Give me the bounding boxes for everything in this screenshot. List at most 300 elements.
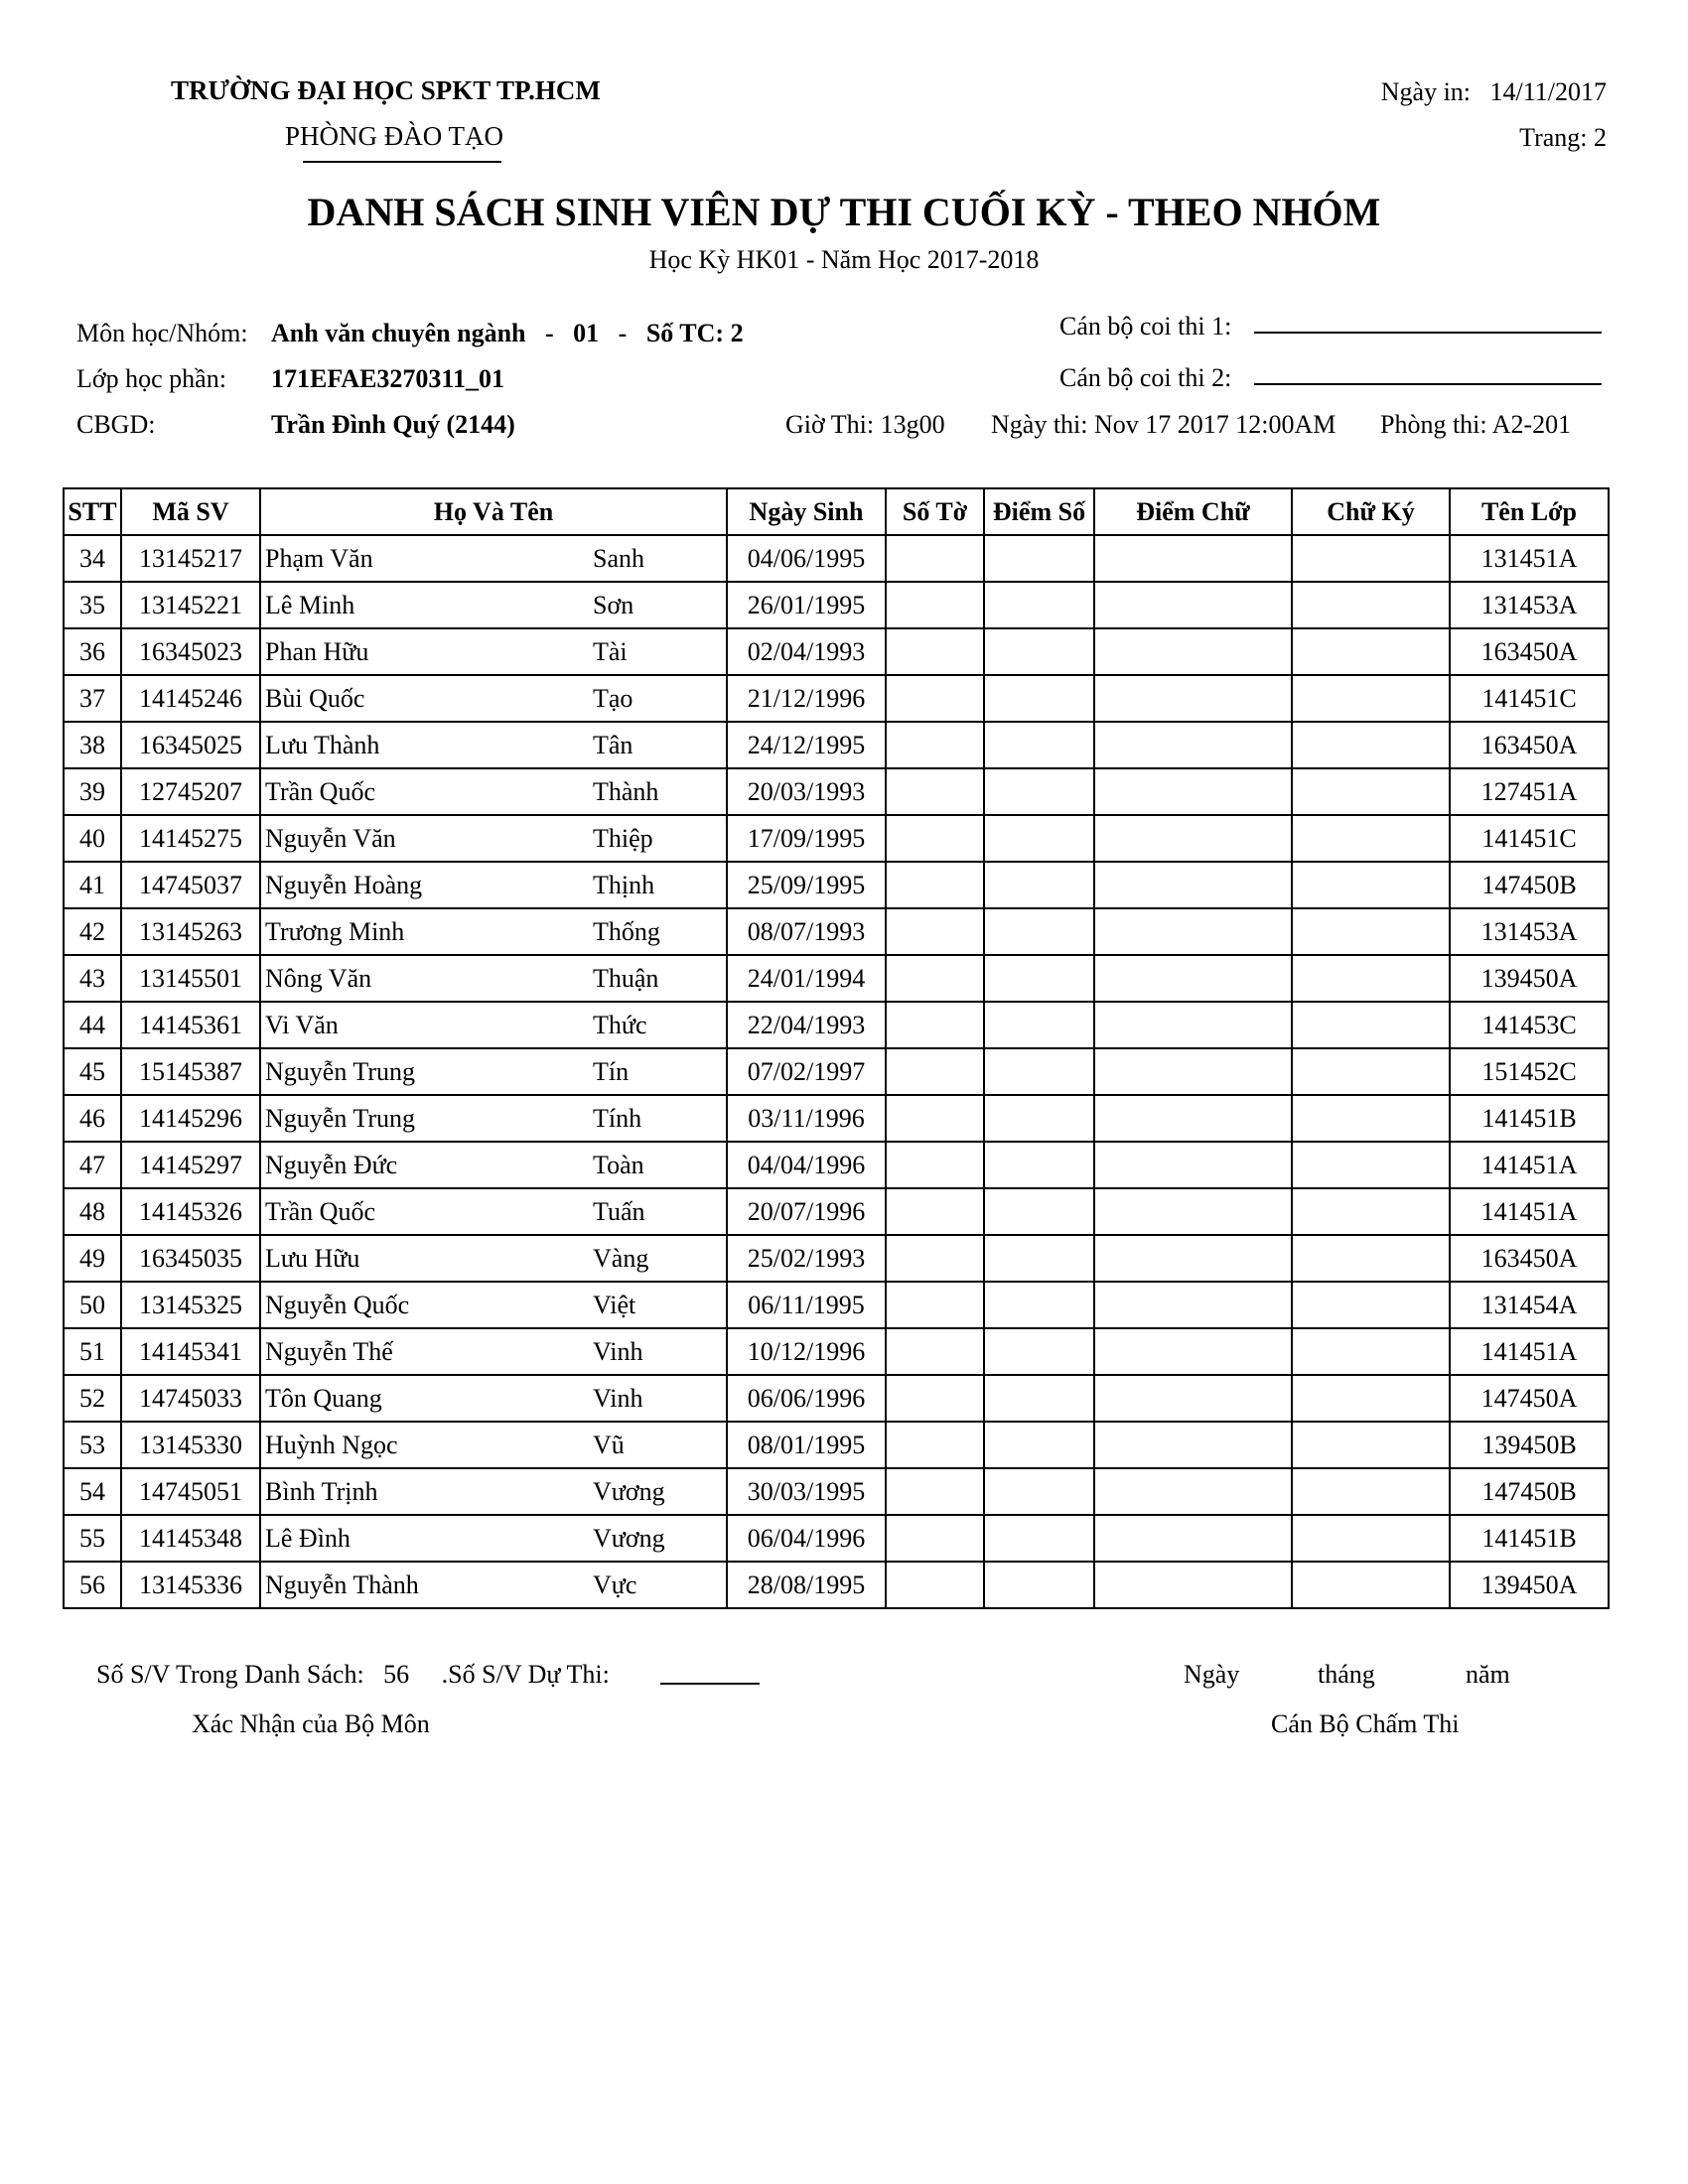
class-section-value: 171EFAE3270311_01 — [271, 364, 504, 393]
cell-signature[interactable] — [1292, 1002, 1450, 1048]
cell-student-id: 14145275 — [121, 815, 260, 862]
cell-score-number[interactable] — [984, 1375, 1094, 1422]
cell-score-words[interactable] — [1094, 1282, 1292, 1328]
family-middle-name: Lê Minh — [265, 590, 355, 619]
cell-stt: 54 — [64, 1468, 121, 1515]
cell-birth-date: 04/04/1996 — [727, 1142, 886, 1188]
cell-stt: 52 — [64, 1375, 121, 1422]
cell-score-number[interactable] — [984, 908, 1094, 955]
cell-student-id: 12745207 — [121, 768, 260, 815]
cell-score-words[interactable] — [1094, 1468, 1292, 1515]
cell-sheet-count[interactable] — [886, 862, 984, 908]
cell-birth-date: 24/01/1994 — [727, 955, 886, 1002]
cell-full-name — [260, 1468, 727, 1515]
family-middle-name: Lưu Hữu — [265, 1243, 360, 1273]
table-row — [64, 1515, 1609, 1562]
cell-full-name — [260, 535, 727, 582]
cell-score-words[interactable] — [1094, 1095, 1292, 1142]
table-row — [64, 582, 1609, 628]
cell-stt: 53 — [64, 1422, 121, 1468]
cell-birth-date: 06/04/1996 — [727, 1515, 886, 1562]
cell-score-words[interactable] — [1094, 908, 1292, 955]
given-name: Vũ — [593, 1430, 625, 1459]
family-middle-name: Nguyễn Thành — [265, 1570, 419, 1599]
lecturer-value: Trần Đình Quý (2144) — [271, 410, 515, 439]
column-header-sheet-count: Số Tờ — [886, 488, 984, 535]
cell-student-id: 14145341 — [121, 1328, 260, 1375]
cell-full-name — [260, 1515, 727, 1562]
page-number — [1519, 123, 1607, 153]
cell-class-name: 141451B — [1450, 1095, 1609, 1142]
cell-score-number[interactable] — [984, 1142, 1094, 1188]
table-row — [64, 1422, 1609, 1468]
cell-sheet-count[interactable] — [886, 1188, 984, 1235]
cell-full-name — [260, 1562, 727, 1608]
cell-signature[interactable] — [1292, 1188, 1450, 1235]
table-row — [64, 1188, 1609, 1235]
department-confirmation: Xác Nhận của Bộ Môn — [192, 1709, 430, 1738]
cell-score-words[interactable] — [1094, 1515, 1292, 1562]
student-count-summary: Số S/V Trong Danh Sách: 56 .Số S/V Dự Thi: — [96, 1660, 610, 1689]
exam-room: Phòng thi: A2-201 — [1380, 410, 1572, 439]
cell-signature[interactable] — [1292, 815, 1450, 862]
table-row — [64, 535, 1609, 582]
cell-full-name — [260, 1142, 727, 1188]
cell-stt: 34 — [64, 535, 121, 582]
cell-score-number[interactable] — [984, 722, 1094, 768]
given-name: Toàn — [593, 1150, 644, 1179]
cell-signature[interactable] — [1292, 1142, 1450, 1188]
given-name: Vương — [593, 1476, 665, 1506]
cell-score-words[interactable] — [1094, 1422, 1292, 1468]
cell-score-number[interactable] — [984, 535, 1094, 582]
cell-class-name: 139450B — [1450, 1422, 1609, 1468]
cell-birth-date: 06/06/1996 — [727, 1375, 886, 1422]
cell-signature[interactable] — [1292, 628, 1450, 675]
cell-score-number[interactable] — [984, 1515, 1094, 1562]
cell-class-name: 139450A — [1450, 955, 1609, 1002]
family-middle-name: Phạm Văn — [265, 543, 373, 573]
cell-birth-date: 22/04/1993 — [727, 1002, 886, 1048]
cell-score-words[interactable] — [1094, 768, 1292, 815]
table-row — [64, 1468, 1609, 1515]
cell-signature[interactable] — [1292, 1235, 1450, 1282]
print-date-label: Ngày in: — [1380, 77, 1472, 106]
cell-score-number[interactable] — [984, 1422, 1094, 1468]
family-middle-name: Huỳnh Ngọc — [265, 1430, 398, 1459]
cell-score-number[interactable] — [984, 1468, 1094, 1515]
cell-score-number[interactable] — [984, 1328, 1094, 1375]
cell-sheet-count[interactable] — [886, 722, 984, 768]
cell-class-name: 127451A — [1450, 768, 1609, 815]
cell-student-id: 13145336 — [121, 1562, 260, 1608]
cell-score-words[interactable] — [1094, 1048, 1292, 1095]
cell-sheet-count[interactable] — [886, 628, 984, 675]
given-name: Vực — [593, 1570, 637, 1599]
cell-signature[interactable] — [1292, 1515, 1450, 1562]
cell-class-name: 163450A — [1450, 722, 1609, 768]
table-row — [64, 628, 1609, 675]
grader-signature-label: Cán Bộ Chấm Thi — [1271, 1709, 1460, 1738]
cell-sheet-count[interactable] — [886, 1375, 984, 1422]
cell-class-name: 163450A — [1450, 628, 1609, 675]
cell-signature[interactable] — [1292, 862, 1450, 908]
cell-student-id: 14145361 — [121, 1002, 260, 1048]
cell-stt: 41 — [64, 862, 121, 908]
cell-sheet-count[interactable] — [886, 1328, 984, 1375]
family-middle-name: Trần Quốc — [265, 776, 375, 806]
cell-sheet-count[interactable] — [886, 768, 984, 815]
subject-label: Môn học/Nhóm: — [76, 319, 248, 347]
cell-signature[interactable] — [1292, 768, 1450, 815]
cell-full-name — [260, 1422, 727, 1468]
cell-sheet-count[interactable] — [886, 582, 984, 628]
table-row — [64, 862, 1609, 908]
document-subtitle: Học Kỳ HK01 - Năm Học 2017-2018 — [648, 245, 1040, 274]
cell-birth-date: 08/07/1993 — [727, 908, 886, 955]
cell-birth-date: 30/03/1995 — [727, 1468, 886, 1515]
cell-sheet-count[interactable] — [886, 535, 984, 582]
given-name: Thịnh — [593, 870, 655, 899]
table-row — [64, 1002, 1609, 1048]
cell-score-words[interactable] — [1094, 722, 1292, 768]
column-header-full-name: Họ Và Tên — [260, 488, 727, 535]
cell-score-number[interactable] — [984, 1188, 1094, 1235]
subject-value: Anh văn chuyên ngành - 01 - Số TC: 2 — [271, 319, 744, 347]
table-row — [64, 675, 1609, 722]
given-name: Tín — [593, 1056, 630, 1086]
table-row — [64, 768, 1609, 815]
cell-stt: 42 — [64, 908, 121, 955]
family-middle-name: Nguyễn Thế — [265, 1336, 393, 1366]
cell-class-name: 141451B — [1450, 1515, 1609, 1562]
cell-class-name: 131453A — [1450, 908, 1609, 955]
cell-class-name: 147450A — [1450, 1375, 1609, 1422]
cell-class-name: 141451C — [1450, 675, 1609, 722]
cell-birth-date: 10/12/1996 — [727, 1328, 886, 1375]
table-row — [64, 1235, 1609, 1282]
cell-stt: 48 — [64, 1188, 121, 1235]
cell-score-words[interactable] — [1094, 1375, 1292, 1422]
table-row — [64, 815, 1609, 862]
cell-student-id: 14145297 — [121, 1142, 260, 1188]
cell-score-number[interactable] — [984, 862, 1094, 908]
cell-signature[interactable] — [1292, 1048, 1450, 1095]
cell-score-words[interactable] — [1094, 535, 1292, 582]
given-name: Tạo — [593, 683, 633, 713]
family-middle-name: Bùi Quốc — [265, 683, 365, 713]
given-name: Tân — [593, 730, 633, 759]
cell-class-name: 131454A — [1450, 1282, 1609, 1328]
cell-sheet-count[interactable] — [886, 955, 984, 1002]
cell-signature[interactable] — [1292, 955, 1450, 1002]
table-row — [64, 955, 1609, 1002]
given-name: Thức — [593, 1010, 647, 1039]
given-name: Thiệp — [593, 823, 653, 853]
cell-signature[interactable] — [1292, 1422, 1450, 1468]
cell-stt: 36 — [64, 628, 121, 675]
cell-student-id: 13145330 — [121, 1422, 260, 1468]
column-header-class-name: Tên Lớp — [1450, 488, 1609, 535]
cell-student-id: 13145501 — [121, 955, 260, 1002]
cell-student-id: 13145217 — [121, 535, 260, 582]
cell-sheet-count[interactable] — [886, 908, 984, 955]
cell-stt: 49 — [64, 1235, 121, 1282]
family-middle-name: Nguyễn Quốc — [265, 1290, 410, 1319]
cell-score-words[interactable] — [1094, 1002, 1292, 1048]
cell-class-name: 151452C — [1450, 1048, 1609, 1095]
cell-sheet-count[interactable] — [886, 1422, 984, 1468]
cell-score-number[interactable] — [984, 1562, 1094, 1608]
cell-class-name: 131453A — [1450, 582, 1609, 628]
cell-score-words[interactable] — [1094, 628, 1292, 675]
column-header-score-number: Điểm Số — [984, 488, 1094, 535]
family-middle-name: Bình Trịnh — [265, 1476, 378, 1506]
family-middle-name: Nguyễn Văn — [265, 823, 396, 853]
cell-student-id: 16345035 — [121, 1235, 260, 1282]
family-middle-name: Lê Đình — [265, 1523, 351, 1553]
family-middle-name: Nguyễn Trung — [265, 1103, 415, 1133]
invigilator-1-label: Cán bộ coi thi 1: — [1059, 312, 1232, 341]
cell-student-id: 15145387 — [121, 1048, 260, 1095]
page-label: Trang: — [1519, 123, 1588, 152]
cell-birth-date: 08/01/1995 — [727, 1422, 886, 1468]
family-middle-name: Nguyễn Hoàng — [265, 870, 423, 899]
cell-class-name: 141451A — [1450, 1328, 1609, 1375]
cell-sheet-count[interactable] — [886, 1095, 984, 1142]
cell-sheet-count[interactable] — [886, 1142, 984, 1188]
sign-date-year-label: năm — [1466, 1660, 1510, 1689]
family-middle-name: Nguyễn Trung — [265, 1056, 415, 1086]
cell-stt: 43 — [64, 955, 121, 1002]
cell-stt: 44 — [64, 1002, 121, 1048]
cell-full-name — [260, 955, 727, 1002]
invigilator-1-signature-line — [1254, 332, 1602, 334]
cell-full-name — [260, 1188, 727, 1235]
table-header-row — [64, 488, 1609, 535]
family-middle-name: Vi Văn — [265, 1010, 339, 1039]
cell-score-number[interactable] — [984, 1235, 1094, 1282]
cell-sheet-count[interactable] — [886, 1562, 984, 1608]
cell-birth-date: 21/12/1996 — [727, 675, 886, 722]
invigilator-2-signature-line — [1254, 383, 1602, 385]
cell-score-words[interactable] — [1094, 675, 1292, 722]
cell-full-name — [260, 1282, 727, 1328]
department-name: PHÒNG ĐÀO TẠO — [285, 121, 504, 151]
cell-score-number[interactable] — [984, 1048, 1094, 1095]
cell-stt: 40 — [64, 815, 121, 862]
family-middle-name: Phan Hữu — [265, 636, 369, 666]
cell-student-id: 13145263 — [121, 908, 260, 955]
cell-stt: 51 — [64, 1328, 121, 1375]
cell-student-id: 13145325 — [121, 1282, 260, 1328]
cell-score-words[interactable] — [1094, 1235, 1292, 1282]
cell-class-name: 147450B — [1450, 862, 1609, 908]
table-row — [64, 908, 1609, 955]
cell-full-name — [260, 1095, 727, 1142]
sign-date-month-label: tháng — [1318, 1660, 1375, 1689]
cell-full-name — [260, 1002, 727, 1048]
cell-sheet-count[interactable] — [886, 815, 984, 862]
cell-full-name — [260, 675, 727, 722]
cell-signature[interactable] — [1292, 722, 1450, 768]
cell-stt: 55 — [64, 1515, 121, 1562]
cell-sheet-count[interactable] — [886, 1048, 984, 1095]
cell-student-id: 14745037 — [121, 862, 260, 908]
given-name: Vinh — [593, 1336, 643, 1366]
cell-stt: 39 — [64, 768, 121, 815]
column-header-stt: STT — [64, 488, 121, 535]
cell-student-id: 14145326 — [121, 1188, 260, 1235]
print-date-value: 14/11/2017 — [1489, 77, 1607, 106]
table-row — [64, 1562, 1609, 1608]
cell-birth-date: 26/01/1995 — [727, 582, 886, 628]
cell-birth-date: 28/08/1995 — [727, 1562, 886, 1608]
cell-score-number[interactable] — [984, 1282, 1094, 1328]
cell-birth-date: 04/06/1995 — [727, 535, 886, 582]
given-name: Sanh — [593, 543, 644, 573]
cell-score-words[interactable] — [1094, 1188, 1292, 1235]
cell-score-words[interactable] — [1094, 1562, 1292, 1608]
lecturer-label: CBGD: — [76, 410, 156, 439]
cell-birth-date: 07/02/1997 — [727, 1048, 886, 1095]
cell-sheet-count[interactable] — [886, 675, 984, 722]
family-middle-name: Trần Quốc — [265, 1196, 375, 1226]
column-header-score-words: Điểm Chữ — [1094, 488, 1292, 535]
cell-signature[interactable] — [1292, 582, 1450, 628]
cell-score-number[interactable] — [984, 1095, 1094, 1142]
cell-score-number[interactable] — [984, 955, 1094, 1002]
cell-student-id: 14145296 — [121, 1095, 260, 1142]
cell-birth-date: 02/04/1993 — [727, 628, 886, 675]
cell-sheet-count[interactable] — [886, 1282, 984, 1328]
given-name: Sơn — [593, 590, 634, 619]
cell-signature[interactable] — [1292, 1328, 1450, 1375]
column-header-birth-date: Ngày Sinh — [727, 488, 886, 535]
cell-student-id: 14745033 — [121, 1375, 260, 1422]
cell-stt: 56 — [64, 1562, 121, 1608]
cell-student-id: 14745051 — [121, 1468, 260, 1515]
given-name: Tính — [593, 1103, 642, 1133]
cell-sheet-count[interactable] — [886, 1515, 984, 1562]
cell-signature[interactable] — [1292, 1468, 1450, 1515]
cell-student-id: 14145246 — [121, 675, 260, 722]
family-middle-name: Nông Văn — [265, 963, 372, 993]
cell-signature[interactable] — [1292, 1282, 1450, 1328]
cell-student-id: 16345023 — [121, 628, 260, 675]
cell-score-number[interactable] — [984, 582, 1094, 628]
cell-full-name — [260, 815, 727, 862]
cell-full-name — [260, 1048, 727, 1095]
cell-stt: 35 — [64, 582, 121, 628]
cell-birth-date: 20/03/1993 — [727, 768, 886, 815]
cell-full-name — [260, 862, 727, 908]
cell-score-words[interactable] — [1094, 1328, 1292, 1375]
cell-full-name — [260, 908, 727, 955]
cell-birth-date: 25/02/1993 — [727, 1235, 886, 1282]
cell-full-name — [260, 722, 727, 768]
cell-birth-date: 03/11/1996 — [727, 1095, 886, 1142]
attendance-count-line — [660, 1683, 760, 1685]
cell-score-number[interactable] — [984, 628, 1094, 675]
cell-score-words[interactable] — [1094, 582, 1292, 628]
school-name: TRƯỜNG ĐẠI HỌC SPKT TP.HCM — [171, 75, 601, 105]
family-middle-name: Nguyễn Đức — [265, 1150, 398, 1179]
cell-sheet-count[interactable] — [886, 1468, 984, 1515]
cell-score-words[interactable] — [1094, 1142, 1292, 1188]
exam-time: Giờ Thi: 13g00 — [785, 410, 945, 439]
cell-student-id: 13145221 — [121, 582, 260, 628]
cell-score-words[interactable] — [1094, 815, 1292, 862]
given-name: Tuấn — [593, 1196, 645, 1226]
cell-birth-date: 17/09/1995 — [727, 815, 886, 862]
table-row — [64, 1048, 1609, 1095]
cell-sheet-count[interactable] — [886, 1235, 984, 1282]
cell-sheet-count[interactable] — [886, 1002, 984, 1048]
cell-signature[interactable] — [1292, 535, 1450, 582]
cell-score-words[interactable] — [1094, 955, 1292, 1002]
cell-signature[interactable] — [1292, 908, 1450, 955]
invigilator-2-label: Cán bộ coi thi 2: — [1059, 363, 1232, 392]
cell-class-name: 147450B — [1450, 1468, 1609, 1515]
document-title: DANH SÁCH SINH VIÊN DỰ THI CUỐI KỲ - THEO NHÓM — [307, 190, 1381, 234]
cell-score-number[interactable] — [984, 675, 1094, 722]
cell-full-name — [260, 1375, 727, 1422]
cell-stt: 37 — [64, 675, 121, 722]
sign-date-day-label: Ngày — [1184, 1660, 1240, 1689]
table-row — [64, 1328, 1609, 1375]
table-row — [64, 1375, 1609, 1422]
table-row — [64, 1142, 1609, 1188]
cell-birth-date: 25/09/1995 — [727, 862, 886, 908]
exam-date: Ngày thi: Nov 17 2017 12:00AM — [991, 410, 1336, 439]
cell-stt: 45 — [64, 1048, 121, 1095]
cell-stt: 50 — [64, 1282, 121, 1328]
cell-signature[interactable] — [1292, 1095, 1450, 1142]
column-header-student-id: Mã SV — [121, 488, 260, 535]
page-value: 2 — [1594, 123, 1607, 152]
cell-class-name: 131451A — [1450, 535, 1609, 582]
given-name: Tài — [593, 636, 628, 666]
cell-score-words[interactable] — [1094, 862, 1292, 908]
cell-signature[interactable] — [1292, 1375, 1450, 1422]
cell-score-number[interactable] — [984, 1002, 1094, 1048]
family-middle-name: Tôn Quang — [265, 1383, 382, 1413]
cell-class-name: 163450A — [1450, 1235, 1609, 1282]
student-roster-table — [63, 487, 1610, 1609]
given-name: Vương — [593, 1523, 665, 1553]
given-name: Thành — [593, 776, 659, 806]
cell-stt: 38 — [64, 722, 121, 768]
cell-stt: 46 — [64, 1095, 121, 1142]
cell-score-number[interactable] — [984, 768, 1094, 815]
cell-birth-date: 20/07/1996 — [727, 1188, 886, 1235]
cell-birth-date: 24/12/1995 — [727, 722, 886, 768]
cell-score-number[interactable] — [984, 815, 1094, 862]
given-name: Vinh — [593, 1383, 643, 1413]
table-row — [64, 722, 1609, 768]
cell-stt: 47 — [64, 1142, 121, 1188]
table-row — [64, 1095, 1609, 1142]
class-section-label: Lớp học phần: — [76, 364, 226, 393]
cell-class-name: 141451A — [1450, 1188, 1609, 1235]
cell-signature[interactable] — [1292, 675, 1450, 722]
cell-signature[interactable] — [1292, 1562, 1450, 1608]
cell-full-name — [260, 628, 727, 675]
family-middle-name: Lưu Thành — [265, 730, 380, 759]
cell-class-name: 139450A — [1450, 1562, 1609, 1608]
print-date — [1381, 77, 1607, 107]
